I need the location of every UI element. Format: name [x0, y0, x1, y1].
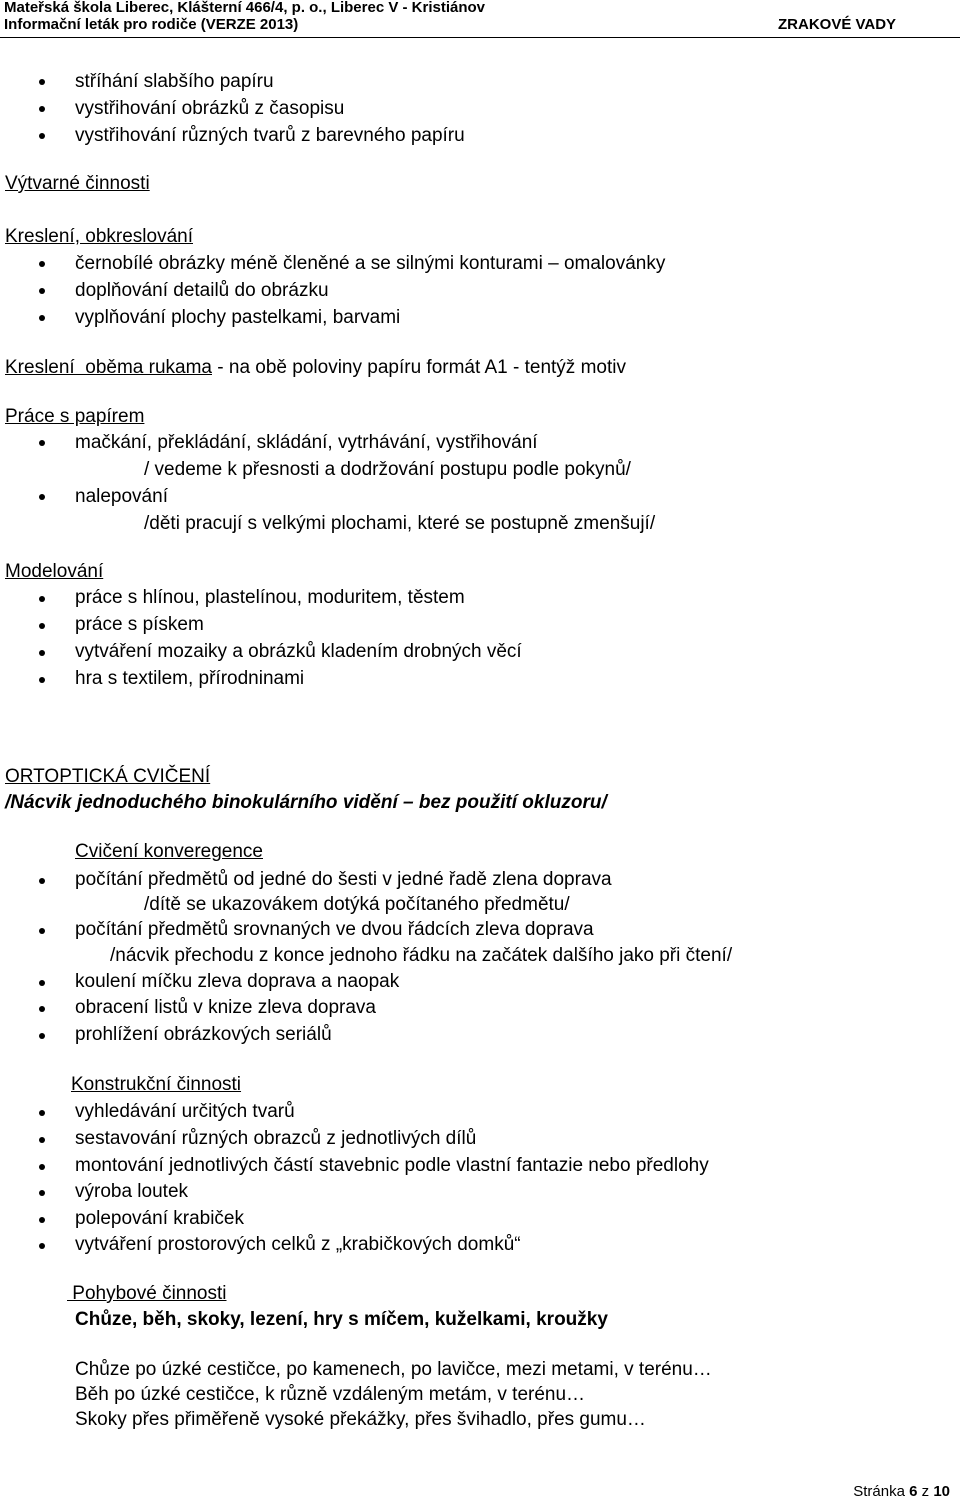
list-item: hra s textilem, přírodninami [75, 668, 305, 689]
both-hands-line [5, 356, 626, 380]
movement-line: Chůze po úzké cestičce, po kamenech, po lavičce, mezi metami, v terénu… [75, 1359, 712, 1380]
list-item: koulení míčku zleva doprava a naopak [75, 971, 400, 992]
subsection-heading-paper: Práce s papírem [5, 406, 145, 427]
section-heading-art: Výtvarné činnosti [5, 173, 150, 194]
list-item: prohlížení obrázkových seriálů [75, 1024, 332, 1045]
bullet-icon [39, 79, 45, 85]
page-of: z [921, 1483, 930, 1500]
movement-line: Běh po úzké cestičce, k různě vzdáleným metám, v terénu… [75, 1384, 586, 1405]
leaflet-title: Informační leták pro rodiče (VERZE 2013) [4, 16, 299, 33]
bullet-icon [39, 980, 45, 986]
page-total: 10 [933, 1483, 950, 1500]
note-text: /děti pracují s velkými plochami, které se postupně zmenšují/ [144, 513, 656, 534]
bullet-icon [39, 596, 45, 602]
both-hands-text: - na obě poloviny papíru formát A1 - tentýž motiv [212, 357, 626, 378]
movement-summary: Chůze, běh, skoky, lezení, hry s míčem, kuželkami, kroužky [75, 1309, 608, 1330]
bullet-icon [39, 650, 45, 656]
bullet-icon [39, 315, 45, 321]
bullet-icon [39, 623, 45, 629]
list-item: montování jednotlivých částí stavebnic podle vlastní fantazie nebo předlohy [75, 1155, 709, 1176]
list-item: počítání předmětů od jedné do šesti v jedné řadě zlena doprava [75, 869, 612, 890]
bullet-icon [39, 677, 45, 683]
subsection-heading-movement: Pohybové činnosti [67, 1283, 227, 1304]
list-item: vystřihování obrázků z časopisu [75, 98, 345, 119]
page-header [0, 0, 960, 38]
page-current: 6 [909, 1483, 918, 1500]
header-divider [0, 37, 960, 38]
list-item: vytváření prostorových celků z „krabičkových domků“ [75, 1234, 521, 1255]
subsection-heading-construction: Konstrukční činnosti [71, 1074, 242, 1095]
list-item: černobílé obrázky méně členěné a se silnými konturami – omalovánky [75, 253, 666, 274]
both-hands-label: Kreslení oběma rukama [5, 357, 212, 378]
bullet-icon [39, 1006, 45, 1012]
note-text: /dítě se ukazovákem dotýká počítaného předmětu/ [144, 894, 570, 915]
bullet-icon [39, 494, 45, 500]
list-item: stříhání slabšího papíru [75, 71, 274, 92]
list-item: výroba loutek [75, 1181, 189, 1202]
page-word: Stránka [853, 1483, 905, 1500]
subsection-heading-drawing: Kreslení, obkreslování [5, 226, 193, 247]
bullet-icon [39, 1137, 45, 1143]
page-number [853, 1483, 950, 1500]
bullet-icon [39, 133, 45, 139]
bullet-icon [39, 106, 45, 112]
list-item: práce s pískem [75, 614, 204, 635]
list-item: obracení listů v knize zleva doprava [75, 997, 376, 1018]
list-item: vystřihování různých tvarů z barevného papíru [75, 125, 465, 146]
list-item: doplňování detailů do obrázku [75, 280, 329, 301]
movement-line: Skoky přes přiměřeně vysoké překážky, přes švihadlo, přes gumu… [75, 1409, 646, 1430]
list-item: vyhledávání určitých tvarů [75, 1101, 295, 1122]
bullet-icon [39, 1243, 45, 1249]
bullet-icon [39, 1110, 45, 1116]
bullet-icon [39, 288, 45, 294]
topic-title: ZRAKOVÉ VADY [778, 16, 897, 33]
list-item: sestavování různých obrazců z jednotlivých dílů [75, 1128, 477, 1149]
list-item: vyplňování plochy pastelkami, barvami [75, 307, 401, 328]
school-name: Mateřská škola Liberec, Klášterní 466/4, p. o., Liberec V - Kristiánov [4, 0, 486, 16]
bullet-icon [39, 1164, 45, 1170]
subsection-heading-convergence: Cvičení konveregence [75, 841, 263, 862]
bullet-icon [39, 1033, 45, 1039]
bullet-icon [39, 1190, 45, 1196]
bullet-icon [39, 928, 45, 934]
subsection-heading-modeling: Modelování [5, 561, 104, 582]
bullet-icon [39, 440, 45, 446]
section-heading-orthoptic: ORTOPTICKÁ CVIČENÍ [5, 766, 211, 787]
list-item: nalepování [75, 486, 168, 507]
bullet-icon [39, 261, 45, 267]
bullet-icon [39, 1217, 45, 1223]
list-item: mačkání, překládání, skládání, vytrhávání, vystřihování [75, 432, 538, 453]
list-item: vytváření mozaiky a obrázků kladením drobných věcí [75, 641, 522, 662]
orthoptic-subheading: /Nácvik jednoduchého binokulárního vidění – bez použití okluzoru/ [5, 792, 607, 813]
note-text: / vedeme k přesnosti a dodržování postupu podle pokynů/ [144, 459, 631, 480]
note-text: /nácvik přechodu z konce jednoho řádku na začátek dalšího jako při čtení/ [110, 945, 733, 966]
list-item: polepování krabiček [75, 1208, 244, 1229]
list-item: práce s hlínou, plastelínou, moduritem, těstem [75, 587, 465, 608]
bullet-icon [39, 878, 45, 884]
list-item: počítání předmětů srovnaných ve dvou řádcích zleva doprava [75, 919, 594, 940]
